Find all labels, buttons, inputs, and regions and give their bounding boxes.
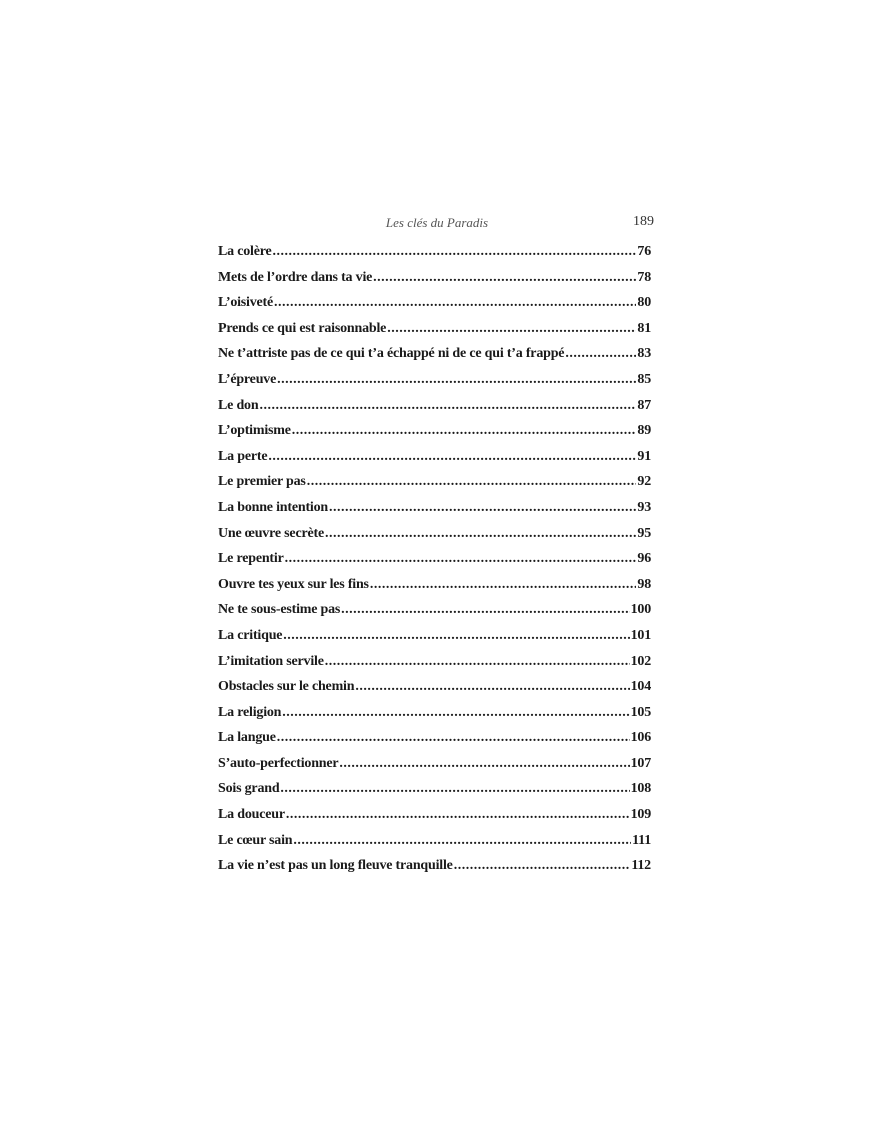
toc-entry — [218, 474, 651, 500]
toc-entry — [218, 807, 651, 833]
toc-entry — [218, 449, 651, 475]
toc-dot-leader — [373, 270, 636, 286]
toc-dot-leader — [341, 602, 629, 618]
toc-entry-title: Sois grand — [218, 781, 280, 797]
toc-entry — [218, 500, 651, 526]
toc-entry — [218, 244, 651, 270]
toc-entry — [218, 372, 651, 398]
toc-entry-page: 83 — [637, 346, 651, 362]
toc-entry — [218, 526, 651, 552]
toc-entry-page: 104 — [630, 679, 651, 695]
toc-entry-title: S’auto-perfectionner — [218, 755, 339, 771]
toc-entry-page: 100 — [630, 602, 651, 618]
toc-entry-title: L’épreuve — [218, 371, 277, 387]
toc-dot-leader — [339, 756, 629, 772]
toc-entry-title: Le repentir — [218, 551, 284, 567]
toc-entry-title: Ne te sous-estime pas — [218, 602, 341, 618]
page-number: 189 — [633, 214, 654, 229]
toc-entry-title: La religion — [218, 704, 282, 720]
toc-dot-leader — [283, 628, 629, 644]
toc-dot-leader — [307, 474, 637, 490]
toc-entry — [218, 295, 651, 321]
toc-entry-page: 78 — [637, 269, 651, 285]
toc-entry-title: La douceur — [218, 807, 285, 823]
toc-entry-title: La critique — [218, 627, 283, 643]
toc-entry-title: Prends ce qui est raisonnable — [218, 320, 387, 336]
toc-entry — [218, 346, 651, 372]
toc-dot-leader — [273, 244, 637, 260]
toc-entry-title: Une œuvre secrète — [218, 525, 324, 541]
toc-entry-title: La perte — [218, 448, 268, 464]
toc-entry-page: 85 — [637, 371, 651, 387]
toc-entry-title: L’optimisme — [218, 423, 291, 439]
toc-entry-page: 106 — [630, 730, 651, 746]
toc-entry — [218, 679, 651, 705]
toc-entry-title: La bonne intention — [218, 499, 328, 515]
toc-entry-page: 112 — [631, 858, 651, 874]
toc-entry-title: L’oisiveté — [218, 295, 274, 311]
toc-entry-page: 95 — [637, 525, 651, 541]
toc-dot-leader — [277, 730, 630, 746]
toc-entry — [218, 270, 651, 296]
toc-entry — [218, 654, 651, 680]
toc-dot-leader — [387, 321, 636, 337]
toc-dot-leader — [277, 372, 636, 388]
toc-entry-title: Obstacles sur le chemin — [218, 679, 355, 695]
table-of-contents — [218, 244, 651, 884]
toc-entry-page: 109 — [630, 807, 651, 823]
toc-entry-title: La colère — [218, 244, 272, 259]
toc-dot-leader — [286, 807, 630, 823]
toc-entry-page: 87 — [637, 397, 651, 413]
toc-entry-title: Le premier pas — [218, 474, 306, 490]
toc-entry-page: 76 — [637, 244, 651, 259]
toc-entry-page: 98 — [637, 576, 651, 592]
toc-dot-leader — [325, 526, 636, 542]
toc-dot-leader — [282, 705, 629, 721]
running-header — [218, 213, 656, 233]
toc-entry — [218, 398, 651, 424]
toc-entry-page: 96 — [637, 551, 651, 567]
toc-dot-leader — [292, 423, 637, 439]
toc-entry-title: La langue — [218, 730, 276, 746]
toc-entry-page: 89 — [637, 423, 651, 439]
toc-dot-leader — [280, 781, 629, 797]
toc-entry-page: 111 — [632, 832, 651, 848]
toc-entry-title: Ne t’attriste pas de ce qui t’a échappé ni de ce qui t’a frappé — [218, 346, 565, 362]
toc-entry-page: 107 — [630, 755, 651, 771]
toc-entry — [218, 833, 651, 859]
toc-entry-title: Le cœur sain — [218, 832, 293, 848]
toc-dot-leader — [355, 679, 629, 695]
toc-entry-page: 105 — [630, 704, 651, 720]
toc-dot-leader — [325, 654, 630, 670]
toc-entry-page: 91 — [637, 448, 651, 464]
toc-dot-leader — [370, 577, 637, 593]
toc-dot-leader — [274, 295, 636, 311]
toc-entry-title: Mets de l’ordre dans ta vie — [218, 269, 373, 285]
toc-dot-leader — [454, 858, 631, 874]
toc-entry-title: L’imitation servile — [218, 653, 324, 669]
toc-entry-page: 81 — [637, 320, 651, 336]
toc-entry — [218, 858, 651, 884]
toc-dot-leader — [259, 398, 636, 414]
toc-entry — [218, 705, 651, 731]
toc-entry-page: 101 — [630, 627, 651, 643]
toc-entry — [218, 321, 651, 347]
toc-entry-title: La vie n’est pas un long fleuve tranquille — [218, 858, 453, 874]
toc-dot-leader — [268, 449, 636, 465]
toc-dot-leader — [293, 833, 631, 849]
toc-entry — [218, 602, 651, 628]
toc-dot-leader — [565, 346, 636, 362]
toc-entry — [218, 730, 651, 756]
toc-entry-page: 108 — [630, 781, 651, 797]
toc-entry-page: 93 — [637, 499, 651, 515]
toc-entry — [218, 756, 651, 782]
toc-entry — [218, 551, 651, 577]
toc-entry — [218, 628, 651, 654]
toc-dot-leader — [285, 551, 637, 567]
running-title: Les clés du Paradis — [385, 215, 489, 230]
toc-entry-title: Le don — [218, 397, 259, 413]
toc-entry-page: 92 — [637, 474, 651, 490]
toc-entry-page: 80 — [637, 295, 651, 311]
toc-entry — [218, 577, 651, 603]
toc-entry-title: Ouvre tes yeux sur les fins — [218, 576, 369, 592]
toc-entry — [218, 423, 651, 449]
toc-dot-leader — [329, 500, 636, 516]
toc-entry-page: 102 — [630, 653, 651, 669]
toc-entry — [218, 781, 651, 807]
